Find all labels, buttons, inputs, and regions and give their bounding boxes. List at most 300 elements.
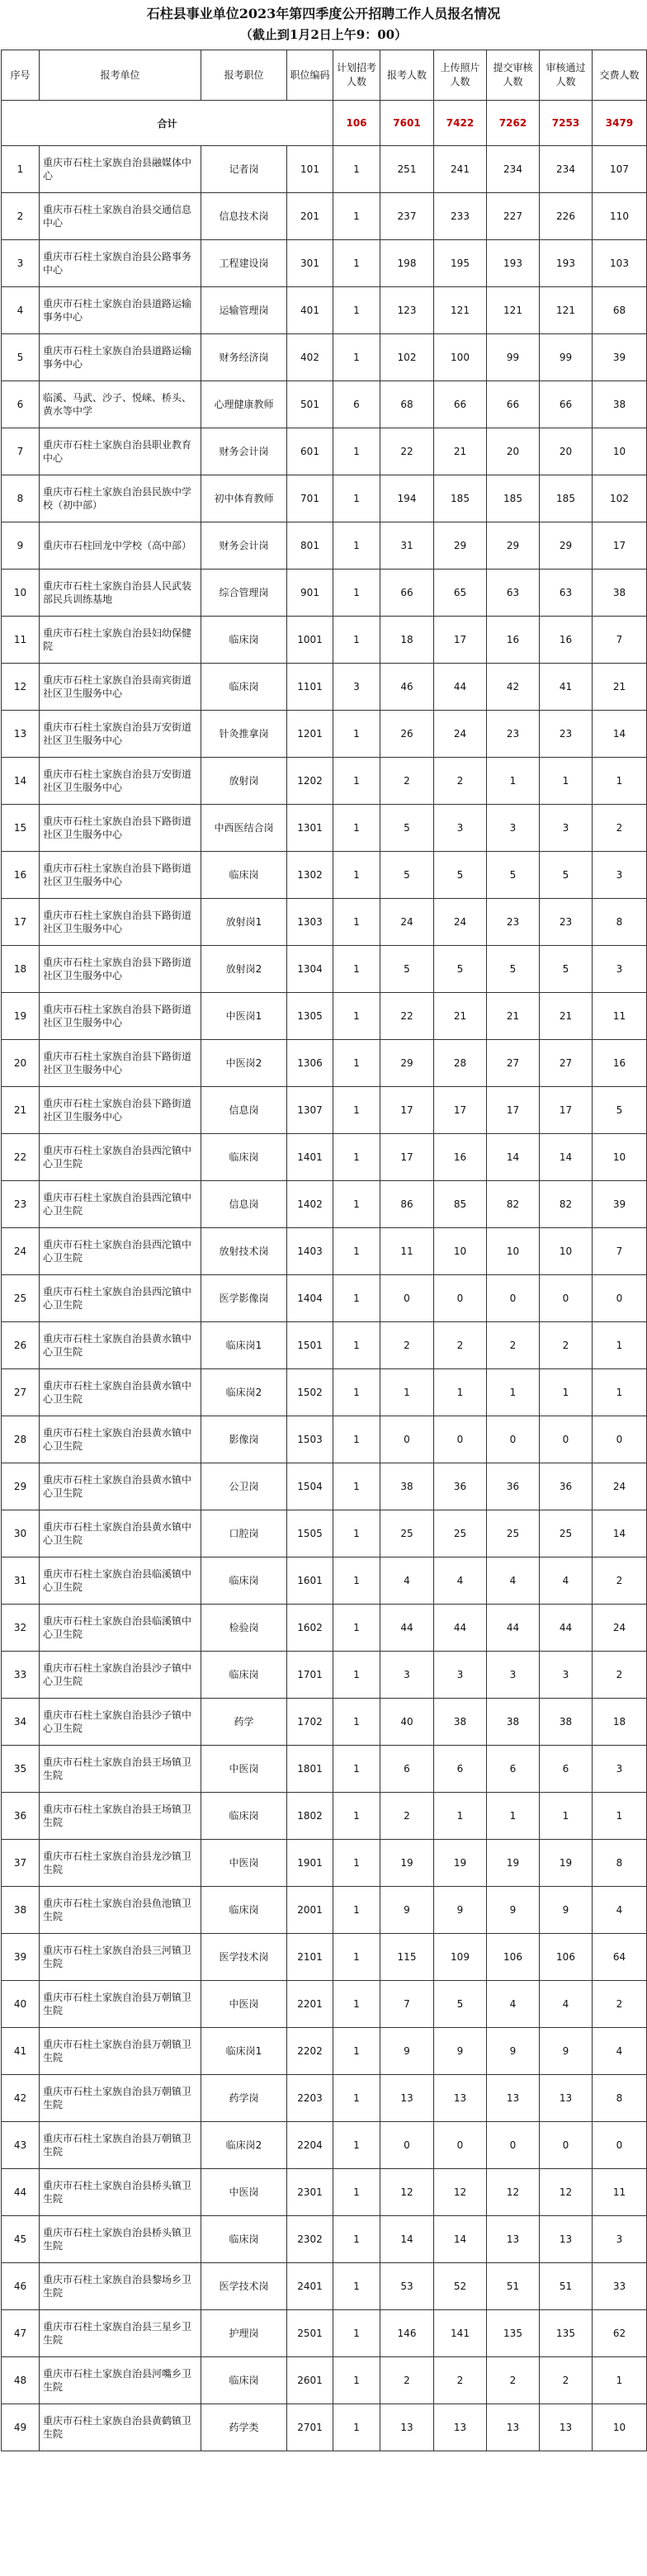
row-position: 临床岗: [201, 1652, 287, 1699]
row-submit: 29: [487, 522, 540, 570]
row-paid: 33: [593, 2263, 647, 2310]
row-position: 放射岗1: [201, 899, 287, 946]
row-pass: 4: [540, 1557, 593, 1605]
row-photo: 0: [434, 1416, 487, 1463]
row-code: 2601: [287, 2357, 333, 2404]
table-row: [2, 1322, 647, 1369]
row-photo: 52: [434, 2263, 487, 2310]
row-submit: 13: [487, 2404, 540, 2451]
row-unit: 重庆市石柱土家族自治县王场镇卫生院: [40, 1746, 201, 1793]
row-plan: 1: [333, 2169, 380, 2216]
table-row: [2, 2357, 647, 2404]
row-pass: 36: [540, 1463, 593, 1510]
row-index: 39: [2, 1934, 40, 1981]
row-apply: 19: [380, 1840, 434, 1887]
row-plan: 1: [333, 2357, 380, 2404]
row-code: 1501: [287, 1322, 333, 1369]
row-index: 11: [2, 617, 40, 664]
row-index: 24: [2, 1228, 40, 1275]
row-apply: 2: [380, 1793, 434, 1840]
row-index: 12: [2, 664, 40, 711]
row-plan: 1: [333, 334, 380, 381]
row-paid: 64: [593, 1934, 647, 1981]
table-row: [2, 1557, 647, 1605]
row-plan: 1: [333, 193, 380, 240]
row-photo: 5: [434, 1981, 487, 2028]
row-index: 16: [2, 852, 40, 899]
row-pass: 0: [540, 2122, 593, 2169]
row-paid: 2: [593, 1652, 647, 1699]
row-code: 1901: [287, 1840, 333, 1887]
row-code: 2202: [287, 2028, 333, 2075]
row-index: 28: [2, 1416, 40, 1463]
registration-table: [1, 50, 647, 2451]
row-position: 临床岗: [201, 2357, 287, 2404]
row-submit: 10: [487, 1228, 540, 1275]
row-pass: 13: [540, 2404, 593, 2451]
row-pass: 63: [540, 570, 593, 617]
row-pass: 1: [540, 1369, 593, 1416]
table-row: [2, 617, 647, 664]
row-submit: 9: [487, 1887, 540, 1934]
row-paid: 1: [593, 1793, 647, 1840]
row-index: 19: [2, 993, 40, 1040]
row-apply: 6: [380, 1746, 434, 1793]
row-unit: 重庆市石柱土家族自治县龙沙镇卫生院: [40, 1840, 201, 1887]
row-apply: 86: [380, 1181, 434, 1228]
table-row: [2, 2075, 647, 2122]
row-position: 放射岗: [201, 758, 287, 805]
table-row: [2, 1652, 647, 1699]
row-photo: 1: [434, 1369, 487, 1416]
row-plan: 1: [333, 617, 380, 664]
row-apply: 18: [380, 617, 434, 664]
row-index: 5: [2, 334, 40, 381]
row-code: 401: [287, 287, 333, 334]
row-plan: 1: [333, 711, 380, 758]
row-plan: 1: [333, 287, 380, 334]
total-pass: 7253: [540, 101, 593, 146]
total-apply: 7601: [380, 101, 434, 146]
row-unit: 重庆市石柱土家族自治县西沱镇中心卫生院: [40, 1181, 201, 1228]
row-plan: 1: [333, 1793, 380, 1840]
row-unit: 重庆市石柱土家族自治县南宾街道社区卫生服务中心: [40, 664, 201, 711]
row-index: 36: [2, 1793, 40, 1840]
row-pass: 41: [540, 664, 593, 711]
row-apply: 1: [380, 1369, 434, 1416]
row-code: 1402: [287, 1181, 333, 1228]
row-photo: 5: [434, 946, 487, 993]
row-submit: 6: [487, 1746, 540, 1793]
row-paid: 38: [593, 570, 647, 617]
row-unit: 重庆市石柱土家族自治县民族中学校（初中部）: [40, 475, 201, 522]
row-code: 1602: [287, 1605, 333, 1652]
row-paid: 107: [593, 146, 647, 193]
row-pass: 3: [540, 805, 593, 852]
row-unit: 重庆市石柱土家族自治县人民武装部民兵训练基地: [40, 570, 201, 617]
row-index: 26: [2, 1322, 40, 1369]
row-submit: 27: [487, 1040, 540, 1087]
row-photo: 185: [434, 475, 487, 522]
row-plan: 1: [333, 146, 380, 193]
row-pass: 2: [540, 1322, 593, 1369]
row-plan: 1: [333, 1840, 380, 1887]
row-paid: 21: [593, 664, 647, 711]
row-index: 18: [2, 946, 40, 993]
row-paid: 17: [593, 522, 647, 570]
row-paid: 14: [593, 711, 647, 758]
row-paid: 7: [593, 1228, 647, 1275]
total-paid: 3479: [593, 101, 647, 146]
row-code: 1306: [287, 1040, 333, 1087]
row-submit: 121: [487, 287, 540, 334]
row-plan: 1: [333, 1887, 380, 1934]
row-plan: 1: [333, 805, 380, 852]
row-code: 1202: [287, 758, 333, 805]
row-submit: 1: [487, 758, 540, 805]
row-submit: 13: [487, 2216, 540, 2263]
row-plan: 1: [333, 1275, 380, 1322]
row-photo: 38: [434, 1699, 487, 1746]
row-plan: 1: [333, 2075, 380, 2122]
table-row: [2, 1887, 647, 1934]
row-code: 1307: [287, 1087, 333, 1134]
table-row: [2, 193, 647, 240]
row-pass: 121: [540, 287, 593, 334]
row-pass: 185: [540, 475, 593, 522]
row-apply: 53: [380, 2263, 434, 2310]
row-paid: 10: [593, 428, 647, 475]
row-pass: 23: [540, 711, 593, 758]
row-paid: 4: [593, 1887, 647, 1934]
table-row: [2, 1040, 647, 1087]
row-position: 临床岗: [201, 1887, 287, 1934]
row-plan: 1: [333, 1322, 380, 1369]
row-apply: 251: [380, 146, 434, 193]
row-position: 药学类: [201, 2404, 287, 2451]
row-unit: 重庆市石柱土家族自治县下路街道社区卫生服务中心: [40, 946, 201, 993]
row-plan: 1: [333, 240, 380, 287]
row-submit: 193: [487, 240, 540, 287]
row-submit: 23: [487, 899, 540, 946]
row-code: 1401: [287, 1134, 333, 1181]
row-paid: 10: [593, 1134, 647, 1181]
row-code: 301: [287, 240, 333, 287]
row-pass: 19: [540, 1840, 593, 1887]
row-index: 42: [2, 2075, 40, 2122]
row-pass: 66: [540, 381, 593, 428]
row-pass: 1: [540, 758, 593, 805]
row-apply: 237: [380, 193, 434, 240]
row-plan: 1: [333, 1557, 380, 1605]
row-plan: 1: [333, 2310, 380, 2357]
title-block: [0, 0, 647, 50]
row-photo: 19: [434, 1840, 487, 1887]
row-index: 6: [2, 381, 40, 428]
row-plan: 1: [333, 1134, 380, 1181]
row-pass: 106: [540, 1934, 593, 1981]
row-unit: 重庆市石柱土家族自治县黄水镇中心卫生院: [40, 1510, 201, 1557]
table-row: [2, 1134, 647, 1181]
row-index: 17: [2, 899, 40, 946]
row-unit: 重庆市石柱土家族自治县桥头镇卫生院: [40, 2169, 201, 2216]
row-code: 1702: [287, 1699, 333, 1746]
row-photo: 29: [434, 522, 487, 570]
row-plan: 1: [333, 758, 380, 805]
row-index: 8: [2, 475, 40, 522]
table-row: [2, 664, 647, 711]
row-photo: 0: [434, 1275, 487, 1322]
row-submit: 82: [487, 1181, 540, 1228]
row-index: 9: [2, 522, 40, 570]
row-apply: 11: [380, 1228, 434, 1275]
row-position: 药学岗: [201, 2075, 287, 2122]
row-position: 临床岗: [201, 1134, 287, 1181]
row-position: 记者岗: [201, 146, 287, 193]
row-pass: 9: [540, 1887, 593, 1934]
row-plan: 1: [333, 852, 380, 899]
row-code: 2701: [287, 2404, 333, 2451]
row-code: 2001: [287, 1887, 333, 1934]
row-position: 针灸推拿岗: [201, 711, 287, 758]
row-apply: 29: [380, 1040, 434, 1087]
table-row: [2, 946, 647, 993]
row-code: 1504: [287, 1463, 333, 1510]
row-position: 运输管理岗: [201, 287, 287, 334]
row-submit: 1: [487, 1793, 540, 1840]
table-row: [2, 522, 647, 570]
header-paid: 交费人数: [593, 50, 647, 101]
row-paid: 8: [593, 1840, 647, 1887]
row-submit: 3: [487, 805, 540, 852]
row-apply: 9: [380, 1887, 434, 1934]
row-index: 10: [2, 570, 40, 617]
row-index: 45: [2, 2216, 40, 2263]
row-photo: 2: [434, 2357, 487, 2404]
row-position: 中医岗1: [201, 993, 287, 1040]
row-unit: 重庆市石柱土家族自治县黄水镇中心卫生院: [40, 1416, 201, 1463]
header-index: 序号: [2, 50, 40, 101]
row-unit: 重庆市石柱土家族自治县道路运输事务中心: [40, 334, 201, 381]
row-pass: 0: [540, 1275, 593, 1322]
row-position: 中医岗2: [201, 1040, 287, 1087]
header-pass: 审核通过人数: [540, 50, 593, 101]
row-paid: 2: [593, 1557, 647, 1605]
row-paid: 3: [593, 852, 647, 899]
row-unit: 重庆市石柱土家族自治县妇幼保健院: [40, 617, 201, 664]
row-apply: 17: [380, 1134, 434, 1181]
row-position: 中西医结合岗: [201, 805, 287, 852]
row-code: 501: [287, 381, 333, 428]
row-code: 1802: [287, 1793, 333, 1840]
row-unit: 重庆市石柱土家族自治县道路运输事务中心: [40, 287, 201, 334]
row-submit: 227: [487, 193, 540, 240]
row-code: 1404: [287, 1275, 333, 1322]
row-index: 14: [2, 758, 40, 805]
row-index: 49: [2, 2404, 40, 2451]
row-index: 7: [2, 428, 40, 475]
row-plan: 1: [333, 2263, 380, 2310]
row-submit: 0: [487, 2122, 540, 2169]
row-submit: 135: [487, 2310, 540, 2357]
row-pass: 135: [540, 2310, 593, 2357]
row-position: 公卫岗: [201, 1463, 287, 1510]
row-index: 22: [2, 1134, 40, 1181]
row-photo: 9: [434, 1887, 487, 1934]
row-photo: 13: [434, 2404, 487, 2451]
row-code: 2203: [287, 2075, 333, 2122]
row-apply: 102: [380, 334, 434, 381]
row-unit: 重庆市石柱土家族自治县黄水镇中心卫生院: [40, 1463, 201, 1510]
row-apply: 12: [380, 2169, 434, 2216]
row-position: 影像岗: [201, 1416, 287, 1463]
row-photo: 3: [434, 805, 487, 852]
row-photo: 241: [434, 146, 487, 193]
row-pass: 4: [540, 1981, 593, 2028]
total-submit: 7262: [487, 101, 540, 146]
row-photo: 9: [434, 2028, 487, 2075]
row-photo: 66: [434, 381, 487, 428]
row-photo: 24: [434, 899, 487, 946]
row-index: 21: [2, 1087, 40, 1134]
row-submit: 99: [487, 334, 540, 381]
row-index: 1: [2, 146, 40, 193]
table-row: [2, 2310, 647, 2357]
row-submit: 4: [487, 1981, 540, 2028]
row-position: 临床岗: [201, 852, 287, 899]
row-paid: 0: [593, 1416, 647, 1463]
row-pass: 82: [540, 1181, 593, 1228]
row-apply: 40: [380, 1699, 434, 1746]
row-plan: 1: [333, 2122, 380, 2169]
row-plan: 1: [333, 570, 380, 617]
row-paid: 24: [593, 1605, 647, 1652]
row-code: 2204: [287, 2122, 333, 2169]
table-row: [2, 381, 647, 428]
row-plan: 6: [333, 381, 380, 428]
table-row: [2, 1746, 647, 1793]
row-submit: 42: [487, 664, 540, 711]
row-index: 35: [2, 1746, 40, 1793]
row-index: 29: [2, 1463, 40, 1510]
row-pass: 5: [540, 946, 593, 993]
row-unit: 重庆市石柱土家族自治县万朝镇卫生院: [40, 2028, 201, 2075]
row-position: 心理健康教师: [201, 381, 287, 428]
table-row: [2, 1840, 647, 1887]
row-pass: 12: [540, 2169, 593, 2216]
row-photo: 13: [434, 2075, 487, 2122]
row-paid: 2: [593, 1981, 647, 2028]
table-row: [2, 1369, 647, 1416]
row-unit: 重庆市石柱土家族自治县公路事务中心: [40, 240, 201, 287]
row-pass: 16: [540, 617, 593, 664]
row-plan: 1: [333, 522, 380, 570]
table-row: [2, 1416, 647, 1463]
row-index: 23: [2, 1181, 40, 1228]
row-submit: 14: [487, 1134, 540, 1181]
row-submit: 0: [487, 1416, 540, 1463]
row-pass: 2: [540, 2357, 593, 2404]
row-photo: 12: [434, 2169, 487, 2216]
row-pass: 10: [540, 1228, 593, 1275]
table-row: [2, 1699, 647, 1746]
row-apply: 24: [380, 899, 434, 946]
row-index: 34: [2, 1699, 40, 1746]
row-position: 医学技术岗: [201, 1934, 287, 1981]
table-row: [2, 2169, 647, 2216]
row-code: 2501: [287, 2310, 333, 2357]
row-photo: 0: [434, 2122, 487, 2169]
row-code: 2401: [287, 2263, 333, 2310]
table-row: [2, 711, 647, 758]
row-code: 1101: [287, 664, 333, 711]
table-row: [2, 2216, 647, 2263]
row-paid: 1: [593, 2357, 647, 2404]
row-submit: 13: [487, 2075, 540, 2122]
row-unit: 重庆市石柱土家族自治县王场镇卫生院: [40, 1793, 201, 1840]
table-row: [2, 2122, 647, 2169]
row-photo: 44: [434, 1605, 487, 1652]
row-photo: 2: [434, 1322, 487, 1369]
row-paid: 1: [593, 1322, 647, 1369]
row-submit: 20: [487, 428, 540, 475]
row-code: 2302: [287, 2216, 333, 2263]
row-unit: 重庆市石柱土家族自治县临溪镇中心卫生院: [40, 1557, 201, 1605]
row-code: 1305: [287, 993, 333, 1040]
row-apply: 3: [380, 1652, 434, 1699]
row-plan: 1: [333, 1934, 380, 1981]
row-submit: 38: [487, 1699, 540, 1746]
row-photo: 195: [434, 240, 487, 287]
row-unit: 重庆市石柱土家族自治县临溪镇中心卫生院: [40, 1605, 201, 1652]
row-submit: 44: [487, 1605, 540, 1652]
row-photo: 17: [434, 1087, 487, 1134]
row-position: 中医岗: [201, 1840, 287, 1887]
row-unit: 重庆市石柱土家族自治县黄鹤镇卫生院: [40, 2404, 201, 2451]
row-code: 701: [287, 475, 333, 522]
header-apply: 报考人数: [380, 50, 434, 101]
row-code: 1304: [287, 946, 333, 993]
row-apply: 5: [380, 805, 434, 852]
row-position: 护理岗: [201, 2310, 287, 2357]
row-paid: 102: [593, 475, 647, 522]
row-apply: 123: [380, 287, 434, 334]
row-unit: 重庆市石柱土家族自治县下路街道社区卫生服务中心: [40, 899, 201, 946]
row-submit: 66: [487, 381, 540, 428]
row-apply: 5: [380, 852, 434, 899]
row-position: 初中体育教师: [201, 475, 287, 522]
row-pass: 51: [540, 2263, 593, 2310]
row-pass: 29: [540, 522, 593, 570]
row-paid: 110: [593, 193, 647, 240]
row-plan: 1: [333, 1228, 380, 1275]
row-code: 2301: [287, 2169, 333, 2216]
row-apply: 14: [380, 2216, 434, 2263]
row-photo: 233: [434, 193, 487, 240]
row-index: 40: [2, 1981, 40, 2028]
row-index: 37: [2, 1840, 40, 1887]
row-position: 药学: [201, 1699, 287, 1746]
row-apply: 0: [380, 1275, 434, 1322]
row-position: 临床岗2: [201, 1369, 287, 1416]
row-pass: 44: [540, 1605, 593, 1652]
table-row: [2, 899, 647, 946]
row-position: 中医岗: [201, 1981, 287, 2028]
row-apply: 13: [380, 2404, 434, 2451]
row-plan: 1: [333, 1746, 380, 1793]
row-paid: 3: [593, 946, 647, 993]
row-apply: 0: [380, 2122, 434, 2169]
